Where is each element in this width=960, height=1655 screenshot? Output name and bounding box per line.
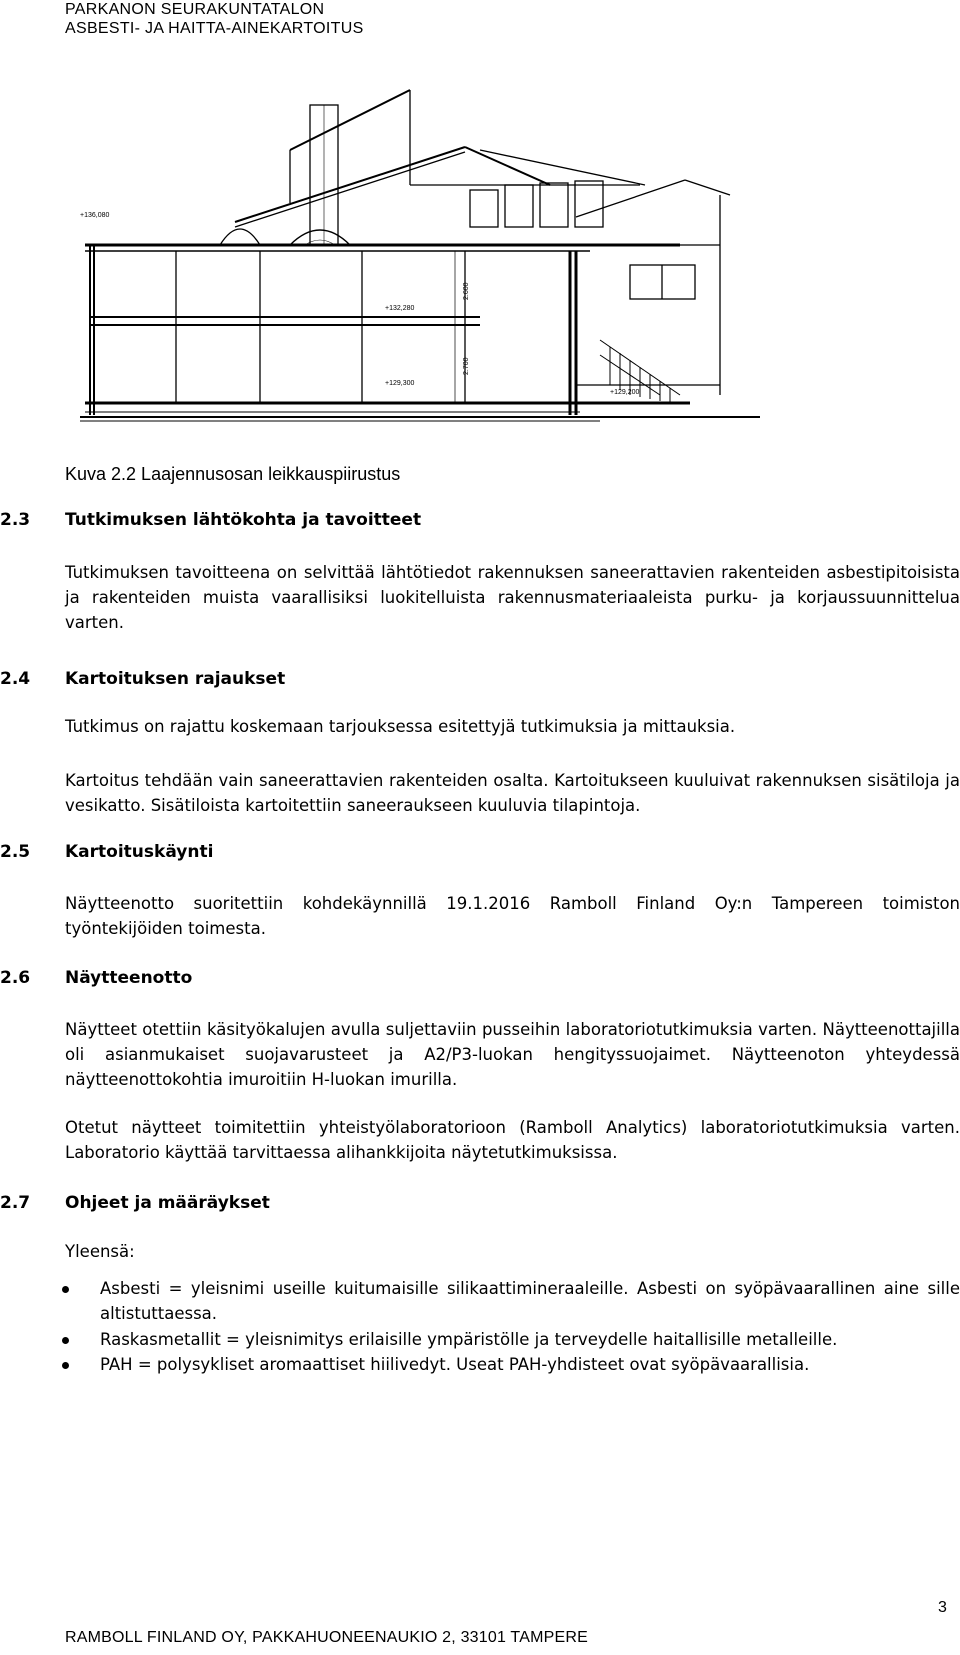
section-number: 2.4	[0, 669, 31, 689]
paragraph: Näytteenotto suoritettiin kohdekäynnillä 19.1.2016 Ramboll Finland Oy:n Tampereen toimiston työntekijöiden toimesta.	[65, 894, 960, 938]
section-2-6	[0, 968, 960, 988]
level-label-3: +129,300	[385, 380, 415, 387]
header-line-1: PARKANON SEURAKUNTATALON	[65, 1, 325, 18]
section-title: Kartoituksen rajaukset	[65, 669, 286, 689]
level-label-1: +136,080	[80, 212, 110, 219]
bullet-icon	[62, 1286, 69, 1293]
document-footer: RAMBOLL FINLAND OY, PAKKAHUONEENAUKIO 2, 33101 TAMPERE	[65, 1629, 588, 1646]
section-number: 2.7	[0, 1193, 31, 1213]
bullet-icon	[62, 1362, 69, 1369]
section-title: Tutkimuksen lähtökohta ja tavoitteet	[65, 510, 422, 530]
section-title: Näytteenotto	[65, 968, 193, 988]
section-drawing	[80, 85, 760, 440]
paragraph: Yleensä:	[65, 1242, 135, 1261]
level-label-2: +132,280	[385, 305, 415, 312]
level-label-4: +129,200	[610, 389, 640, 396]
dim-label-1: 2.600	[463, 282, 470, 300]
section-title: Ohjeet ja määräykset	[65, 1193, 270, 1213]
paragraph: Näytteet otettiin käsityökalujen avulla suljettaviin pusseihin laboratoriotutkimuksia varten. Näytteenottajilla oli asianmukaiset suojavarusteet ja A2/P3-luokan hengityssuojaimet. Näytteenoton yhteydessä näytteenottokohtia imuroitiin H-luokan imurilla.	[65, 1020, 960, 1089]
page-number: 3	[938, 1599, 947, 1616]
document-header	[65, 0, 364, 38]
section-number: 2.5	[0, 842, 31, 862]
paragraph: Tutkimuksen tavoitteena on selvittää lähtötiedot rakennuksen saneerattavien rakenteiden asbestipitoisista ja rakenteiden muista vaarallisiksi luokitelluista rakennusmateriaaleista purku- ja korjaussuunnittelua varten.	[65, 563, 960, 632]
section-number: 2.6	[0, 968, 31, 988]
section-2-4	[0, 669, 960, 689]
bullet-item: PAH = polysykliset aromaattiset hiilivedyt. Useat PAH-yhdisteet ovat syöpävaarallisia.	[100, 1352, 960, 1377]
paragraph: Tutkimus on rajattu koskemaan tarjouksessa esitettyjä tutkimuksia ja mittauksia.	[65, 717, 736, 736]
section-2-3	[0, 510, 960, 530]
figure-caption: Kuva 2.2 Laajennusosan leikkauspiirustus	[65, 464, 401, 484]
section-2-7	[0, 1193, 960, 1213]
bullet-icon	[62, 1337, 69, 1344]
paragraph: Kartoitus tehdään vain saneerattavien rakenteiden osalta. Kartoitukseen kuuluivat rakennuksen sisätiloja ja vesikatto. Sisätiloista kartoitettiin saneeraukseen kuuluvia tilapintoja.	[65, 771, 960, 815]
paragraph: Otetut näytteet toimitettiin yhteistyölaboratorioon (Ramboll Analytics) laboratoriotutkimuksia varten. Laboratorio käyttää tarvittaessa alihankkijoita näytetutkimuksissa.	[65, 1118, 960, 1162]
header-line-2: ASBESTI- JA HAITTA-AINEKARTOITUS	[65, 20, 364, 37]
section-heading	[0, 510, 960, 530]
bullet-item: Asbesti = yleisnimi useille kuitumaisille silikaattimineraaleille. Asbesti on syöpävaarallinen aine sille altistuttaessa.	[100, 1276, 960, 1326]
bullet-item: Raskasmetallit = yleisnimitys erilaisille ympäristölle ja terveydelle haitallisille metalleille.	[100, 1327, 960, 1352]
section-2-5	[0, 842, 960, 862]
section-number: 2.3	[0, 510, 31, 530]
dim-label-2: 2.700	[463, 357, 470, 375]
section-title: Kartoituskäynti	[65, 842, 214, 862]
